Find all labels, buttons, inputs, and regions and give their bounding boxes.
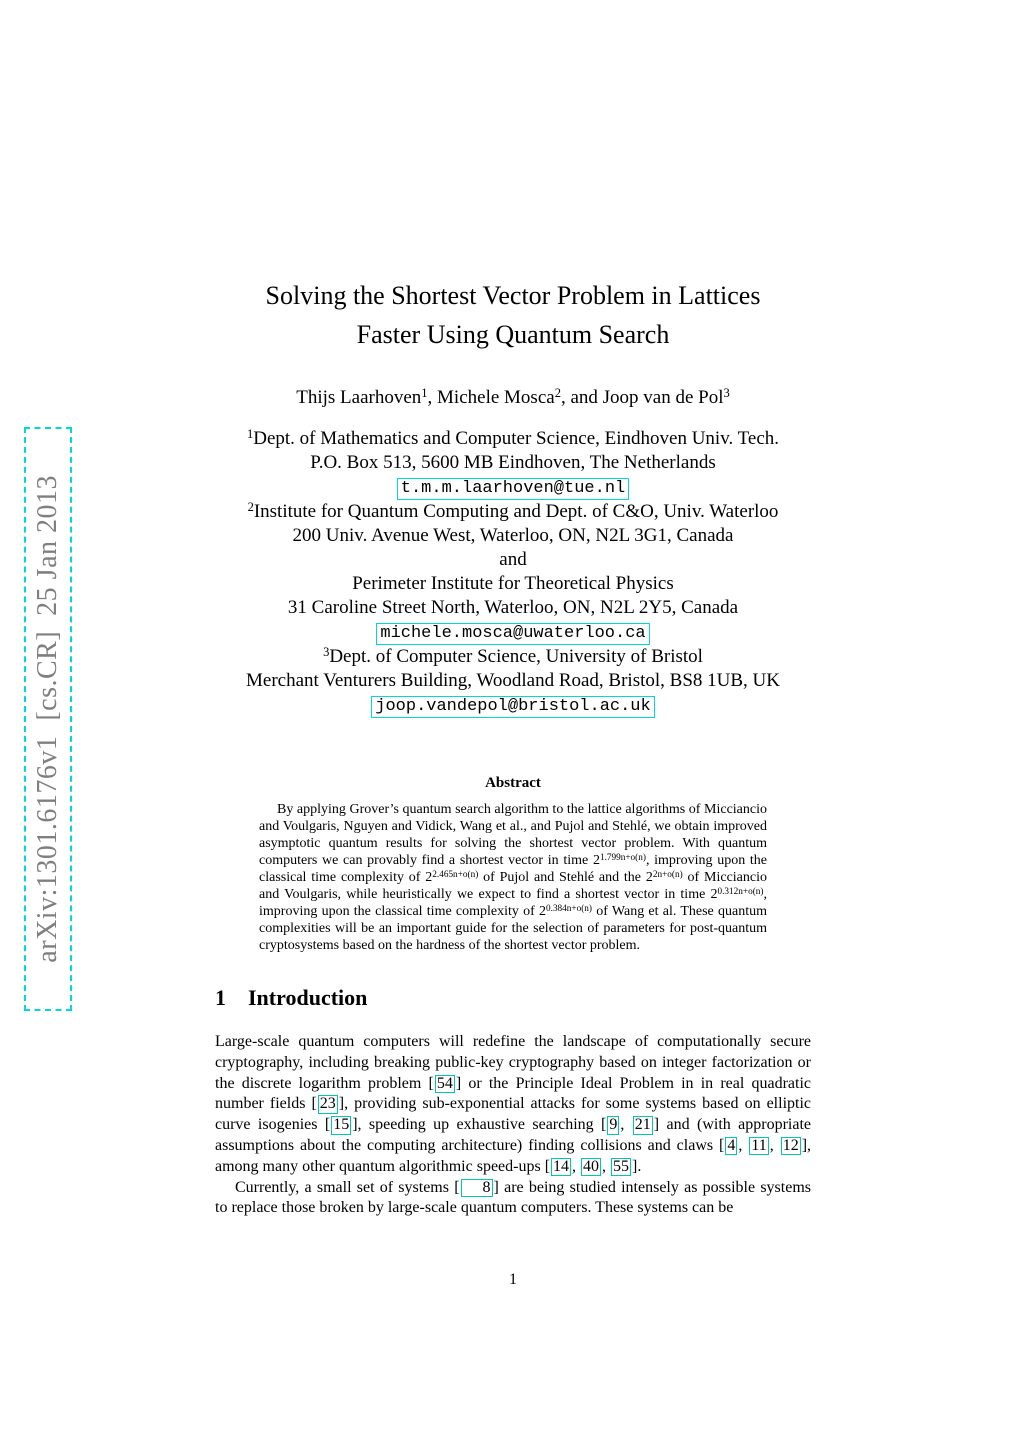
email-link[interactable]: joop.vandepol@bristol.ac.uk — [371, 696, 654, 718]
superscript: 3 — [723, 386, 730, 401]
affiliation-line: 200 Univ. Avenue West, Waterloo, ON, N2L 3G1, Canada — [292, 525, 734, 546]
citation-link[interactable]: 11 — [751, 1136, 767, 1154]
affiliation-line — [215, 693, 811, 718]
arxiv-watermark — [24, 427, 72, 1011]
author-line: Thijs Laarhoven$^1$, Michele Mosca$^2$, and Joop van de Pol$^3$ — [296, 386, 730, 408]
abstract-text: By applying Grover’s quantum search algorithm to the lattice algorithms of Micciancio and Voulgaris, Nguyen and Vidick, Wang et al., and Pujol and Stehlé, we obtain improved asymptotic quantum results for solving the shortest vector problem. With quantum computers we can provably find a shortest vector in time $2^{1.799n+o(n)}$, improving upon the classical time complexity of $2^{2.465n+o(n)}$ of Pujol and Stehlé and the $2^{2n+o(n)}$ of Micciancio and Voulgaris, while heuristically we expect to find a shortest vector in time $2^{0.312n+o(n)}$, improving upon the classical time complexity of $2^{0.384n+o(n)}$ of Wang et al. These quantum complexities will be an important guide for the selection of parameters for post-quantum cryptosystems based on the hardness of the shortest vector problem. — [259, 802, 768, 953]
affiliation-line: $^2$Institute for Quantum Computing and Dept. of C&O, Univ. Waterloo — [247, 500, 779, 522]
superscript: 2 — [554, 386, 561, 401]
paper-title — [215, 276, 811, 354]
affiliation-line: Perimeter Institute for Theoretical Physics — [352, 573, 674, 594]
superscript: 1.799n+o(n) — [599, 851, 646, 862]
superscript: 1 — [421, 386, 428, 401]
affiliation-line — [215, 475, 811, 500]
section-number: 1 — [215, 985, 226, 1010]
citation-link[interactable]: 40 — [583, 1157, 600, 1175]
abstract-heading: Abstract — [485, 775, 541, 791]
superscript: 2 — [247, 500, 254, 515]
intro-paragraph-1: Large-scale quantum computers will redefine the landscape of computationally secure cryptography, including breaking public-key cryptography based on integer factorization or the discrete logarithm problem [ 54 ] or the Principle Ideal Problem in in real quadratic number fields [ 23 ], providing sub-exponential attacks for some systems based on elliptic curve isogenies [ 15 ], speeding up exhaustive searching [ 9 , 21 ] and (with appropriate assumptions about the computing architecture) finding collisions and claws [ 4 , 11 , 12 ], among many other quantum algorithmic speed-ups [ 14 , 40 , 55 ]. — [215, 1033, 812, 1175]
affiliation-line — [215, 620, 811, 645]
citation-link[interactable]: 15 — [333, 1116, 350, 1134]
title-line-1: Solving the Shortest Vector Problem in Lattices — [265, 281, 761, 310]
title-line-2: Faster Using Quantum Search — [356, 320, 670, 349]
citation-link[interactable]: 8 — [461, 1179, 493, 1197]
citation-link[interactable]: 9 — [609, 1116, 618, 1134]
affiliation-line: $^3$Dept. of Computer Science, University of Bristol — [323, 645, 703, 667]
intro-paragraph-2: Currently, a small set of systems [ 8 ] are being studied intensely as possible systems to replace those broken by large-scale quantum computers. These systems can be — [215, 1178, 811, 1217]
abstract-section — [215, 774, 811, 954]
citation-link[interactable]: 12 — [782, 1136, 799, 1154]
affiliation-line: and — [499, 549, 527, 570]
superscript: 1 — [246, 427, 254, 442]
page-number: 1 — [509, 1271, 517, 1288]
superscript: 0.312n+o(n) — [717, 885, 764, 896]
superscript: 3 — [323, 645, 330, 660]
email-link[interactable]: t.m.m.laarhoven@tue.nl — [397, 478, 629, 500]
affiliation-line: P.O. Box 513, 5600 MB Eindhoven, The Netherlands — [310, 452, 716, 473]
citation-link[interactable]: 21 — [634, 1116, 651, 1134]
affiliations-block — [215, 427, 811, 718]
citation-link[interactable]: 54 — [436, 1074, 453, 1092]
superscript: 2.465n+o(n) — [432, 868, 479, 879]
citation-link[interactable]: 4 — [727, 1136, 736, 1154]
affiliation-line: $^1$Dept. of Mathematics and Computer Science, Eindhoven Univ. Tech. — [246, 427, 780, 449]
citation-link[interactable]: 55 — [613, 1157, 630, 1175]
arxiv-id-text: arXiv:1301.6176v1 [cs.CR] 25 Jan 2013 — [32, 475, 63, 963]
email-link[interactable]: michele.mosca@uwaterloo.ca — [376, 623, 649, 645]
superscript: 2n+o(n) — [652, 868, 683, 879]
citation-link[interactable]: 14 — [553, 1157, 570, 1175]
affiliation-line: 31 Caroline Street North, Waterloo, ON, N2L 2Y5, Canada — [287, 597, 739, 618]
section-heading-introduction — [215, 985, 811, 1011]
affiliation-line: Merchant Venturers Building, Woodland Road, Bristol, BS8 1UB, UK — [246, 670, 780, 691]
section-title: Introduction — [248, 985, 368, 1010]
citation-link[interactable]: 23 — [319, 1095, 336, 1113]
superscript: 0.384n+o(n) — [546, 902, 593, 913]
paper-content — [215, 0, 811, 1219]
